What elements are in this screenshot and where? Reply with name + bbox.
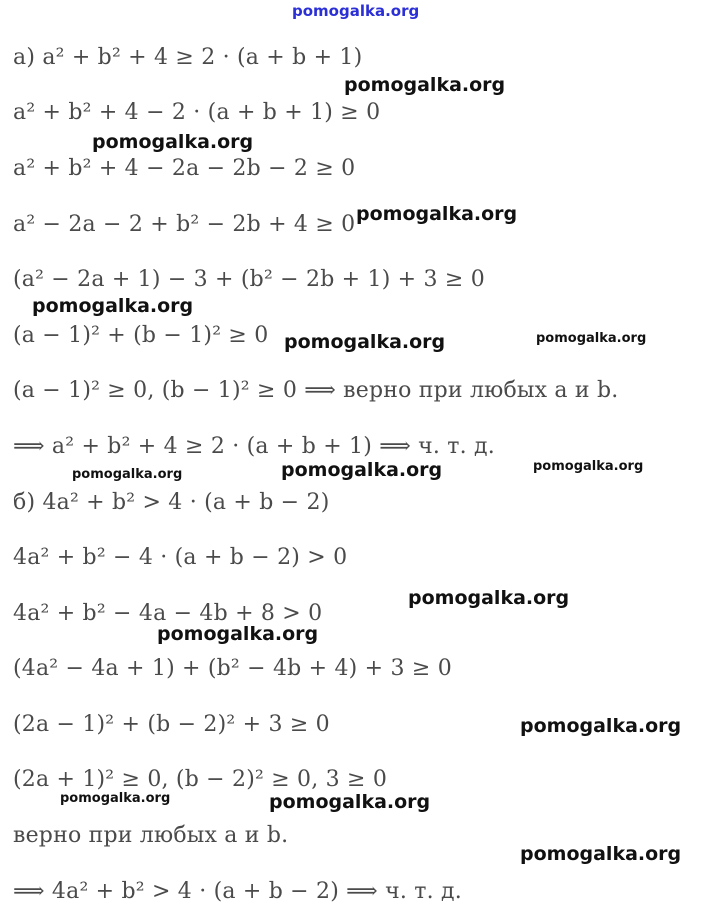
part-a-line-2: a² + b² + 4 − 2 · (a + b + 1) ≥ 0: [13, 100, 381, 125]
part-a-conclusion: ⟹ a² + b² + 4 ≥ 2 · (a + b + 1) ⟹ ч. т. д.: [13, 434, 495, 459]
part-b-line-4: (4a² − 4a + 1) + (b² − 4b + 4) + 3 ≥ 0: [13, 656, 452, 681]
watermark: pomogalka.org: [520, 843, 682, 865]
part-a-line-4: a² − 2a − 2 + b² − 2b + 4 ≥ 0: [13, 212, 356, 237]
watermark: pomogalka.org: [92, 131, 254, 153]
watermark: pomogalka.org: [269, 791, 431, 813]
watermark: pomogalka.org: [157, 623, 319, 645]
part-b-line-7: верно при любых a и b.: [13, 823, 289, 848]
watermark: pomogalka.org: [408, 587, 570, 609]
watermark: pomogalka.org: [344, 74, 506, 96]
part-a-label: а): [13, 45, 36, 70]
part-b-line-5: (2a − 1)² + (b − 2)² + 3 ≥ 0: [13, 712, 330, 737]
part-b-line-3: 4a² + b² − 4a − 4b + 8 > 0: [13, 601, 323, 626]
watermark: pomogalka.org: [536, 331, 647, 346]
watermark: pomogalka.org: [520, 715, 682, 737]
watermark: pomogalka.org: [72, 467, 183, 482]
part-b-conclusion: ⟹ 4a² + b² > 4 · (a + b − 2) ⟹ ч. т. д.: [13, 879, 462, 904]
part-a-line-6: (a − 1)² + (b − 1)² ≥ 0: [13, 323, 269, 348]
watermark: pomogalka.org: [281, 459, 443, 481]
part-a-line-1: [13, 44, 362, 72]
part-a-line-7: (a − 1)² ≥ 0, (b − 1)² ≥ 0 ⟹ верно при любых a и b.: [13, 378, 619, 403]
part-a-line-1-text: a² + b² + 4 ≥ 2 · (a + b + 1): [42, 45, 363, 70]
part-b-line-6: (2a + 1)² ≥ 0, (b − 2)² ≥ 0, 3 ≥ 0: [13, 767, 388, 792]
part-b-label: б): [13, 490, 36, 515]
part-a-line-3: a² + b² + 4 − 2a − 2b − 2 ≥ 0: [13, 156, 356, 181]
watermark: pomogalka.org: [533, 459, 644, 474]
header-watermark[interactable]: pomogalka.org: [292, 2, 420, 20]
part-b-line-1: [13, 489, 330, 517]
part-b-line-2: 4a² + b² − 4 · (a + b − 2) > 0: [13, 545, 348, 570]
part-a-line-5: (a² − 2a + 1) − 3 + (b² − 2b + 1) + 3 ≥ 0: [13, 267, 485, 292]
watermark: pomogalka.org: [32, 295, 194, 317]
watermark: pomogalka.org: [60, 791, 171, 806]
watermark: pomogalka.org: [284, 331, 446, 353]
part-b-line-1-text: 4a² + b² > 4 · (a + b − 2): [42, 490, 330, 515]
watermark: pomogalka.org: [356, 203, 518, 225]
